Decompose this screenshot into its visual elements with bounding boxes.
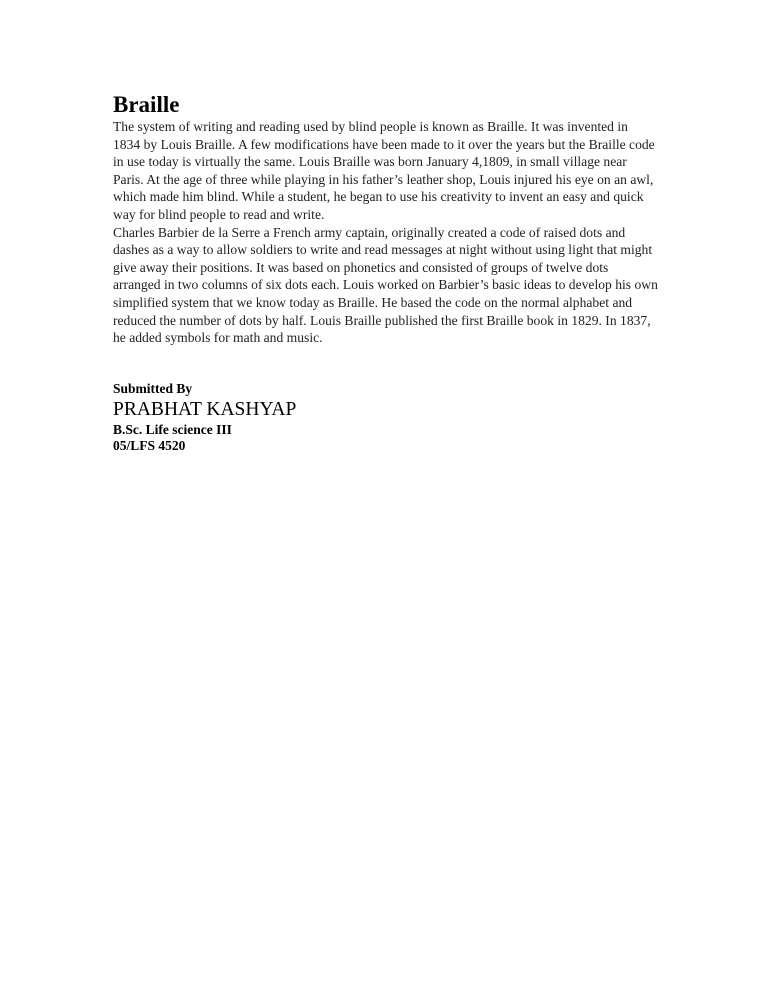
document-body [113, 92, 658, 455]
document-title: Braille [113, 92, 180, 117]
paragraph-origin: Charles Barbier de la Serre a French army captain, originally created a code of raised dots and dashes as a way to allow soldiers to write and read messages at night without using light that might give away their positions. It was based on phonetics and consisted of groups of twelve dots arranged in two columns of six dots each. Louis worked on Barbier’s basic ideas to develop his own simplified system that we know today as Braille. He based the code on the normal alphabet and reduced the number of dots by half. Louis Braille published the first Braille book in 1829. In 1837, he added symbols for math and music. [113, 224, 658, 346]
paragraph-history: The system of writing and reading used by blind people is known as Braille. It was invented in 1834 by Louis Braille. A few modifications have been made to it over the years but the Braille code in use today is virtually the same. Louis Braille was born January 4,1809, in small village near Paris. At the age of three while playing in his father’s leather shop, Louis injured his eye on an awl, which made him blind. While a student, he began to use his creativity to invent an easy and quick way for blind people to read and write. [113, 119, 655, 222]
section-spacer [113, 347, 658, 380]
author-name: PRABHAT KASHYAP [113, 398, 297, 420]
submitted-by-label: Submitted By [113, 380, 193, 396]
roll-number: 05/LFS 4520 [113, 438, 186, 454]
course-name: B.Sc. Life science III [113, 421, 232, 437]
